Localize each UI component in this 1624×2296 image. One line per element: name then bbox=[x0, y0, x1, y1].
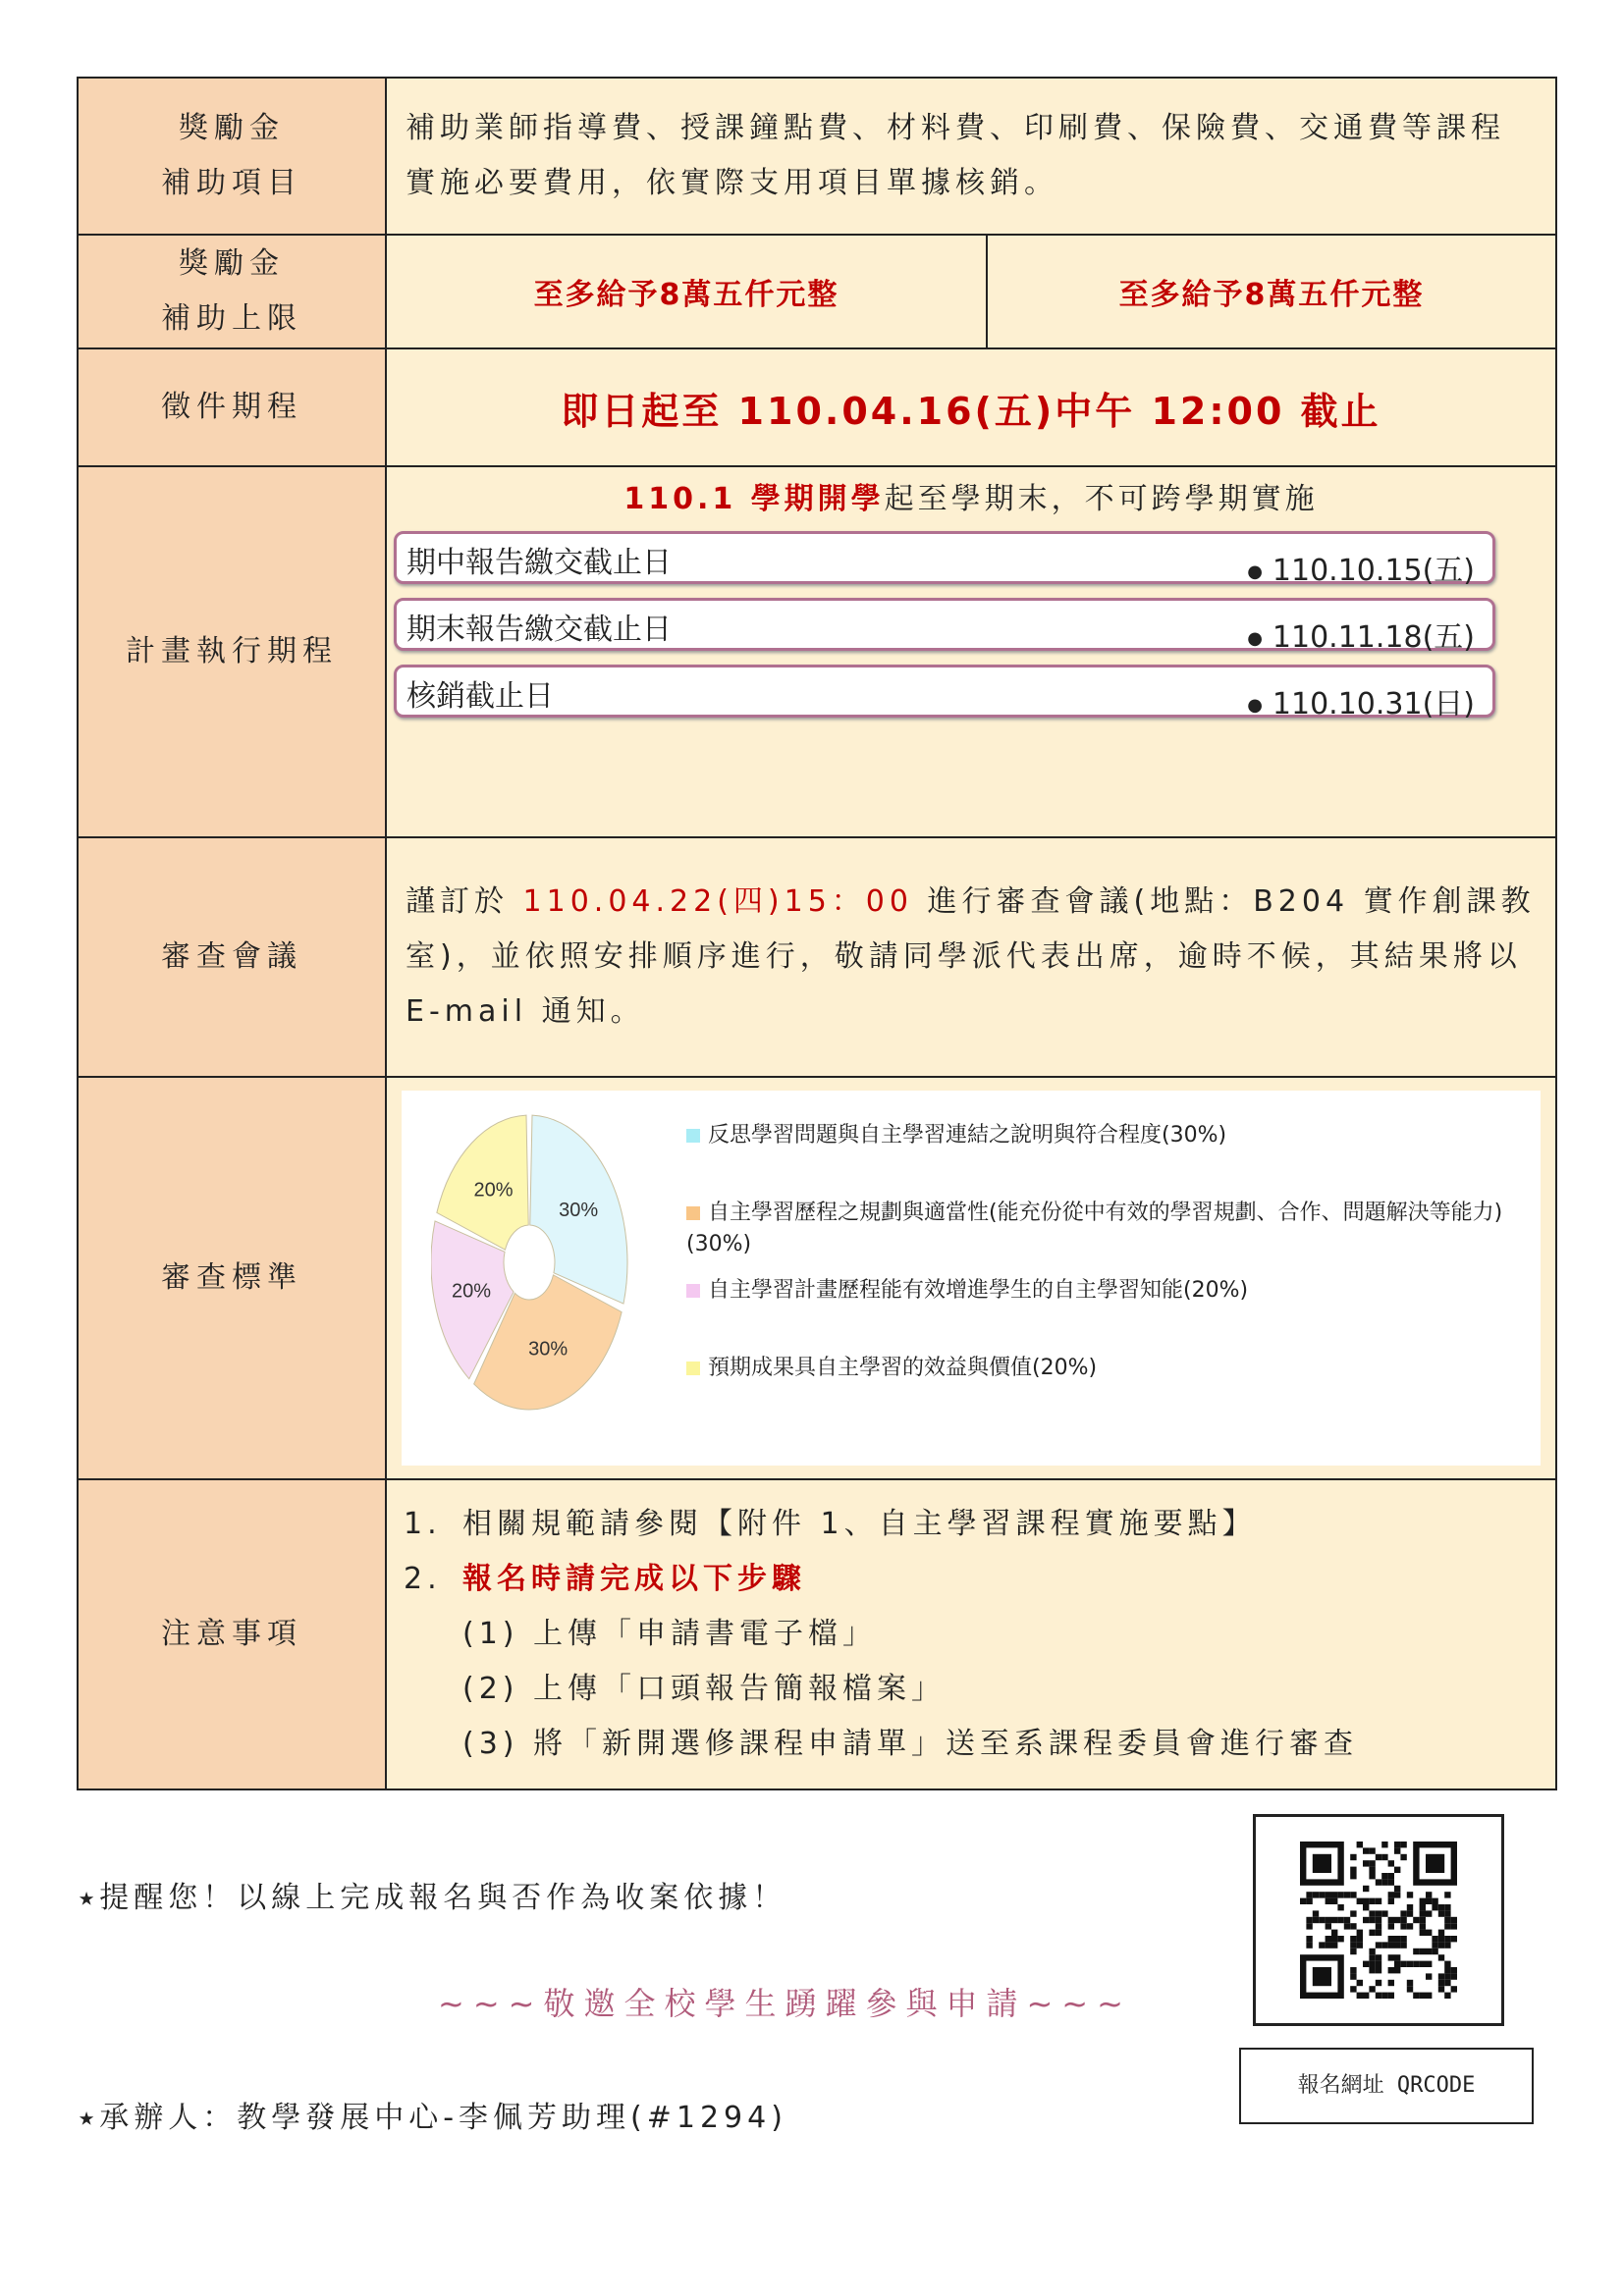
note-number: 2. bbox=[404, 1562, 442, 1596]
note-item bbox=[404, 1552, 1539, 1607]
contact-text: ⭑承辦人：教學發展中心-李佩芳助理(#1294) bbox=[79, 2101, 787, 2135]
slice-label: 30% bbox=[559, 1199, 599, 1221]
label-subsidy-limit bbox=[78, 235, 386, 348]
label-line: 補助上限 bbox=[161, 301, 302, 336]
milestone-date: 110.11.18(五) bbox=[1272, 620, 1475, 655]
application-deadline: 即日起至 110.04.16(五)中午 12:00 截止 bbox=[386, 348, 1556, 466]
milestone-label: 期中報告繳交截止日 bbox=[406, 546, 672, 580]
milestone-date: 110.10.31(日) bbox=[1272, 687, 1475, 721]
slice-label: 20% bbox=[452, 1280, 492, 1303]
value-notes bbox=[386, 1479, 1556, 1789]
note-item bbox=[404, 1497, 1539, 1552]
milestone-label: 期末報告繳交截止日 bbox=[406, 613, 672, 647]
label-subsidy-items bbox=[78, 78, 386, 235]
label-notes: 注意事項 bbox=[78, 1479, 386, 1789]
meeting-time: 110.04.22(四)15：00 bbox=[522, 884, 913, 919]
value-review-criteria bbox=[386, 1077, 1556, 1479]
value-subsidy-items bbox=[386, 78, 1556, 235]
note-step: (2) 上傳「口頭報告簡報檔案」 bbox=[462, 1672, 947, 1706]
chart-legend bbox=[686, 1120, 1541, 1430]
execution-heading bbox=[388, 474, 1554, 517]
legend-label: 預期成果具自主學習的效益與價值(20%) bbox=[708, 1356, 1098, 1380]
legend-item bbox=[686, 1353, 1541, 1430]
milestone-writeoff bbox=[394, 665, 1495, 721]
label-application-period: 徵件期程 bbox=[78, 348, 386, 466]
review-meeting-text bbox=[388, 875, 1554, 1040]
criteria-chart bbox=[402, 1091, 1541, 1466]
milestone-date: 110.10.15(五) bbox=[1272, 554, 1475, 588]
qr-code-icon bbox=[1256, 1817, 1501, 2023]
info-table bbox=[77, 77, 1557, 1790]
legend-label: 自主學習歷程之規劃與適當性(能充份從中有效的學習規劃、合作、問題解決等能力)(30%) bbox=[686, 1201, 1503, 1256]
note-number: 1. bbox=[404, 1507, 442, 1541]
row-execution-period bbox=[78, 466, 1556, 837]
meeting-pre: 謹訂於 bbox=[406, 884, 523, 919]
legend-label: 自主學習計畫歷程能有效增進學生的自主學習知能(20%) bbox=[708, 1278, 1249, 1303]
qr-code-label: 報名網址 QRCODE bbox=[1239, 2048, 1534, 2124]
row-subsidy-limit bbox=[78, 235, 1556, 348]
meeting-post: 進行審查會議(地點：B204 實作創課教室)，並依照安排順序進行，敬請同學派代表出席，逾時不候，其結果將以 E-mail 通知。 bbox=[406, 884, 1536, 1029]
bullet-icon: ● bbox=[1247, 628, 1263, 649]
label-execution-period: 計畫執行期程 bbox=[78, 466, 386, 837]
application-form-sheet bbox=[77, 77, 1555, 1790]
note-step: (3) 將「新開選修課程申請單」送至系課程委員會進行審查 bbox=[462, 1727, 1359, 1761]
row-review-criteria bbox=[78, 1077, 1556, 1479]
label-review-meeting: 審查會議 bbox=[78, 837, 386, 1077]
legend-swatch bbox=[686, 1362, 700, 1375]
milestone-final bbox=[394, 598, 1495, 655]
row-notes bbox=[78, 1479, 1556, 1789]
donut-chart bbox=[431, 1110, 647, 1444]
label-line: 獎勵金 bbox=[179, 246, 285, 281]
notes-list bbox=[388, 1497, 1554, 1772]
value-review-meeting bbox=[386, 837, 1556, 1077]
registration-qr-code[interactable] bbox=[1253, 1814, 1504, 2026]
value-execution-period bbox=[386, 466, 1556, 837]
slogan-text: ~~~敬邀全校學生踴躍參與申請~~~ bbox=[438, 1985, 1132, 2022]
bullet-icon: ● bbox=[1247, 561, 1263, 582]
reminder-text: ⭑提醒您！以線上完成報名與否作為收案依據！ bbox=[79, 1881, 787, 1915]
row-application-period bbox=[78, 348, 1556, 466]
legend-item bbox=[686, 1198, 1541, 1275]
row-subsidy-items bbox=[78, 78, 1556, 235]
subsidy-items-text: 補助業師指導費、授課鐘點費、材料費、印刷費、保險費、交通費等課程實施必要費用，依實際支用項目單據核銷。 bbox=[406, 111, 1505, 200]
label-line: 獎勵金 bbox=[179, 111, 285, 145]
label-review-criteria: 審查標準 bbox=[78, 1077, 386, 1479]
legend-swatch bbox=[686, 1206, 700, 1220]
legend-item bbox=[686, 1275, 1541, 1353]
execution-rule: 起至學期末，不可跨學期實施 bbox=[884, 482, 1319, 516]
milestone-midterm bbox=[394, 531, 1495, 588]
note-step: (1) 上傳「申請書電子檔」 bbox=[462, 1617, 878, 1651]
legend-label: 反思學習問題與自主學習連結之說明與符合程度(30%) bbox=[708, 1123, 1227, 1148]
legend-swatch bbox=[686, 1284, 700, 1298]
legend-swatch bbox=[686, 1129, 700, 1143]
slice-label: 30% bbox=[528, 1338, 568, 1361]
note-text: 報名時請完成以下步驟 bbox=[462, 1562, 806, 1596]
row-review-meeting bbox=[78, 837, 1556, 1077]
label-line: 補助項目 bbox=[161, 166, 302, 200]
legend-item bbox=[686, 1120, 1541, 1198]
note-text: 相關規範請參閱【附件 1、自主學習課程實施要點】 bbox=[462, 1507, 1257, 1541]
bullet-icon: ● bbox=[1247, 695, 1263, 716]
execution-semester: 110.1 學期開學 bbox=[623, 482, 885, 516]
milestone-label: 核銷截止日 bbox=[406, 679, 554, 714]
limit-right: 至多給予8萬五仟元整 bbox=[987, 235, 1556, 348]
slice-label: 20% bbox=[473, 1179, 514, 1201]
limit-left: 至多給予8萬五仟元整 bbox=[386, 235, 987, 348]
